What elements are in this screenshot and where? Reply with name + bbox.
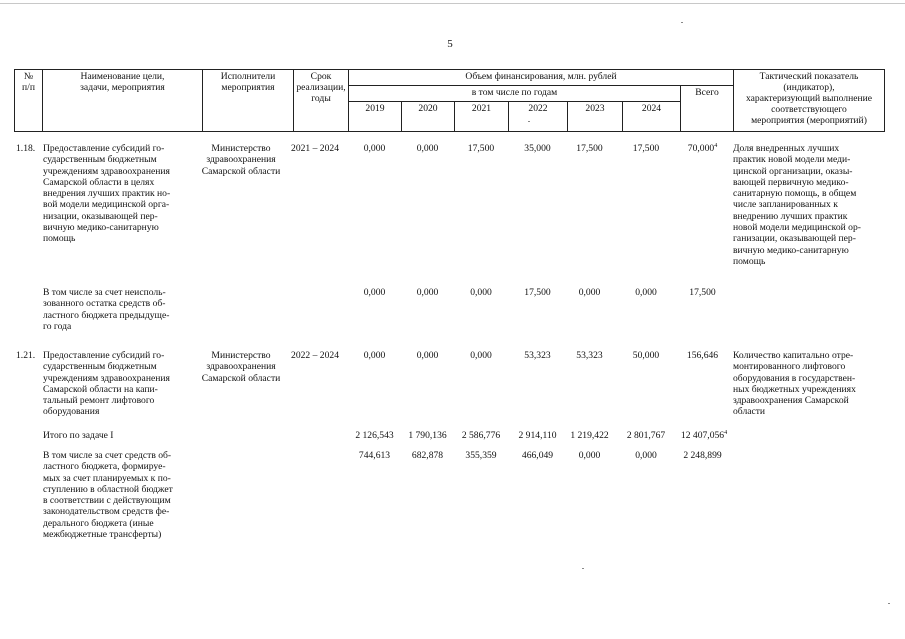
header-year-2022: 2022 [508, 101, 567, 132]
row-1-18-value-2020: 0,000 [416, 143, 439, 154]
row-1-21-value-2022: 53,323 [524, 350, 551, 361]
total-task-1-value-2021: 2 586,776 [461, 430, 501, 441]
row-federal-transfers-value-2024: 0,000 [635, 450, 657, 461]
header-by-years: в том числе по годам [348, 85, 680, 101]
row-1-21-executor: Министерство здравоохранения Самарской области [201, 350, 281, 384]
total-task-1-value-2019: 2 126,543 [355, 430, 394, 441]
row-unused-remainder-value-2023: 0,000 [578, 287, 601, 298]
row-1-18-name: Предоставление субсидий го- сударственным бюджетным учреждениям здравоохранения Самарской области в целях внедрения лучших практик но- вой модели медицинской орга- низации, оказывающей пер- вичную медико-санитарную помощь [43, 143, 171, 245]
header-year-2019: 2019 [348, 101, 401, 132]
row-unused-remainder-value-2024: 0,000 [635, 287, 657, 298]
row-1-18-term: 2021 – 2024 [291, 143, 339, 154]
scan-speck [528, 121, 530, 122]
total-task-1-label: Итого по задаче I [43, 430, 114, 441]
table-header [14, 69, 885, 132]
row-1-21-value-2023: 53,323 [576, 350, 603, 361]
header-name: Наименование цели, задачи, мероприятия [42, 69, 202, 132]
row-1-18-value-2024: 17,500 [632, 143, 660, 154]
row-unused-remainder-value-2021: 0,000 [470, 287, 492, 298]
row-1-18-number: 1.18. [16, 143, 36, 154]
row-1-18-indicator: Доля внедренных лучших практик новой модели меди- цинской организации, оказы- вающей первичную медико- санитарную помощь, в общем числе запланированных к внедрению лучших практик новой модели медицинской ор- ганизации, оказывающей пер- вичную медико-санитарную помощь [733, 143, 861, 267]
header-financing: Объем финансирования, млн. рублей [348, 69, 733, 85]
row-1-21-value-2021: 0,000 [470, 350, 492, 361]
header-year-2023: 2023 [567, 101, 622, 132]
header-bottom-border [14, 131, 885, 132]
page-number: 5 [447, 38, 453, 50]
total-task-1-value-2023: 1 219,422 [570, 430, 609, 441]
total-task-1-value-2024: 2 801,767 [626, 430, 666, 441]
row-unused-remainder-name: В том числе за счет неисполь- зованного остатка средств об- ластного бюджета предыдуще- го года [43, 287, 170, 332]
header-executors: Исполнители мероприятия [202, 69, 293, 132]
header-year-2024: 2024 [622, 101, 680, 132]
scan-top-line [0, 3, 905, 4]
header-year-2021: 2021 [454, 101, 508, 132]
total-task-1-total: 12 407,056$^4$ [680, 429, 728, 441]
header-total: Всего [680, 85, 733, 132]
row-federal-transfers-value-2020: 682,878 [411, 450, 444, 461]
row-1-18-total: 70,000$^4$ [687, 142, 718, 154]
row-unused-remainder-total: 17,500 [689, 287, 716, 298]
row-1-21-indicator: Количество капитально отре- монтированного лифтового оборудования в государствен- ных бюджетных учреждениях здравоохранения Самарской области [733, 350, 856, 418]
row-1-18-value-2021: 17,500 [467, 143, 495, 154]
row-federal-transfers-total: 2 248,899 [683, 450, 722, 461]
row-unused-remainder-value-2020: 0,000 [416, 287, 439, 298]
row-1-21-value-2020: 0,000 [416, 350, 439, 361]
row-federal-transfers-value-2019: 744,613 [358, 450, 391, 461]
header-term: Срок реализации, годы [293, 69, 348, 132]
row-1-21-value-2019: 0,000 [363, 350, 386, 361]
total-task-1-value-2020: 1 790,136 [408, 430, 447, 441]
row-1-18-value-2022: 35,000 [524, 143, 551, 154]
row-1-21-total: 156,646 [686, 350, 719, 361]
row-1-21-value-2024: 50,000 [632, 350, 660, 361]
row-1-21-term: 2022 – 2024 [291, 350, 339, 361]
header-year-2020: 2020 [401, 101, 454, 132]
row-unused-remainder-value-2022: 17,500 [524, 287, 551, 298]
scan-speck [681, 22, 683, 23]
row-1-18-executor: Министерство здравоохранения Самарской области [201, 143, 281, 177]
row-federal-transfers-value-2023: 0,000 [578, 450, 601, 461]
header-indicator: Тактический показатель (индикатор), характеризующий выполнение соответствующего мероприятия (мероприятий) [733, 69, 885, 132]
row-federal-transfers-value-2022: 466,049 [521, 450, 554, 461]
row-1-18-value-2023: 17,500 [576, 143, 603, 154]
scan-speck [888, 603, 890, 604]
row-unused-remainder-value-2019: 0,000 [363, 287, 386, 298]
row-1-21-number: 1.21. [16, 350, 36, 361]
total-task-1-value-2022: 2 914,110 [518, 430, 557, 441]
row-federal-transfers-name: В том числе за счет средств об- ластного бюджета, формируе- мых за счет планируемых к по- ступлению в областной бюджет в соответствии с действующим законодательством средств фе- дерального бюджета (иные межбюджетные трансферты) [43, 450, 173, 541]
row-1-21-name: Предоставление субсидий го- сударственным бюджетным учреждениям здравоохранения Самарской области на капи- тальный ремонт лифтового оборудования [43, 350, 170, 418]
scan-speck [582, 568, 584, 569]
row-1-18-value-2019: 0,000 [363, 143, 386, 154]
row-federal-transfers-value-2021: 355,359 [465, 450, 497, 461]
header-number: № п/п [14, 69, 42, 132]
